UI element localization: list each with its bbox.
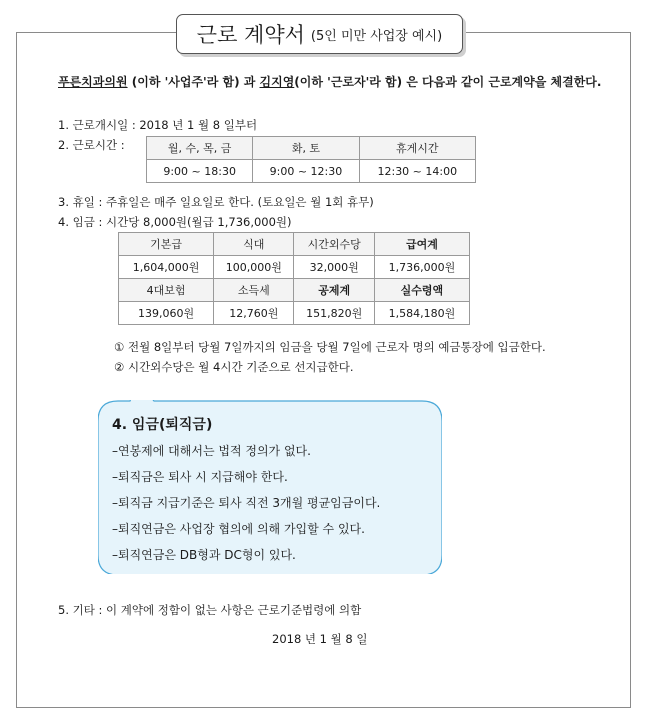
intro-part2: (이하 '근로자'라 함) 은 다음과 같이 근로계약을 체결한다. [294,75,602,89]
wage-header: 소득세 [214,279,294,302]
intro-sentence [58,73,601,90]
wage-cell: 32,000원 [294,256,374,279]
wage-header: 시간외수당 [294,233,374,256]
employee-name: 김지영 [259,75,295,89]
callout-line: –퇴직연금은 DB형과 DC형이 있다. [112,548,296,562]
wage-header: 급여계 [374,233,469,256]
other-item: 5. 기타 : 이 계약에 정함이 없는 사항은 근로기준법령에 의함 [58,603,362,617]
wage-cell: 1,736,000원 [374,256,469,279]
title-box [176,14,463,54]
hours-label: 2. 근로시간 : [58,138,125,152]
callout-line: –연봉제에 대해서는 법적 정의가 없다. [112,444,311,458]
hours-header: 월, 수, 목, 금 [147,137,253,160]
wage-table [118,232,470,325]
intro-part1: (이하 '사업주'라 함) 과 [127,75,260,89]
hours-cell: 12:30 ~ 14:00 [359,160,475,183]
document-title: 근로 계약서 [196,23,305,47]
wage-header: 4대보험 [119,279,214,302]
note-1: ① 전월 8일부터 당월 7일까지의 임금을 당월 7일에 근로자 명의 예금통장에 입금한다. [114,340,546,354]
note-2: ② 시간외수당은 월 4시간 기준으로 선지급한다. [114,360,354,374]
wage-cell: 1,604,000원 [119,256,214,279]
hours-header: 휴게시간 [359,137,475,160]
hours-header: 화, 토 [253,137,359,160]
wage-header: 식대 [214,233,294,256]
wage-cell: 151,820원 [294,302,374,325]
wage-cell: 1,584,180원 [374,302,469,325]
wage-cell: 12,760원 [214,302,294,325]
holiday-item: 3. 휴일 : 주휴일은 매주 일요일로 한다. (토요일은 월 1회 휴무) [58,195,374,209]
wage-cell: 139,060원 [119,302,214,325]
hours-cell: 9:00 ~ 18:30 [147,160,253,183]
start-date-item: 1. 근로개시일 : 2018 년 1 월 8 일부터 [58,118,258,132]
employer-name: 푸른치과의원 [58,75,128,89]
hours-table [146,136,476,183]
wage-cell: 100,000원 [214,256,294,279]
wage-header: 공제계 [294,279,374,302]
wage-header: 기본급 [119,233,214,256]
wage-header: 실수령액 [374,279,469,302]
callout-title: 4. 임금(퇴직금) [112,417,213,433]
callout-line: –퇴직연금은 사업장 협의에 의해 가입할 수 있다. [112,522,365,536]
callout-line: –퇴직금은 퇴사 시 지급해야 한다. [112,470,288,484]
hours-cell: 9:00 ~ 12:30 [253,160,359,183]
contract-date: 2018 년 1 월 8 일 [272,632,368,646]
document-subtitle: (5인 미만 사업장 예시) [310,28,443,44]
wage-item: 4. 임금 : 시간당 8,000원(월급 1,736,000원) [58,215,292,229]
callout-line: –퇴직금 지급기준은 퇴사 직전 3개월 평균임금이다. [112,496,381,510]
